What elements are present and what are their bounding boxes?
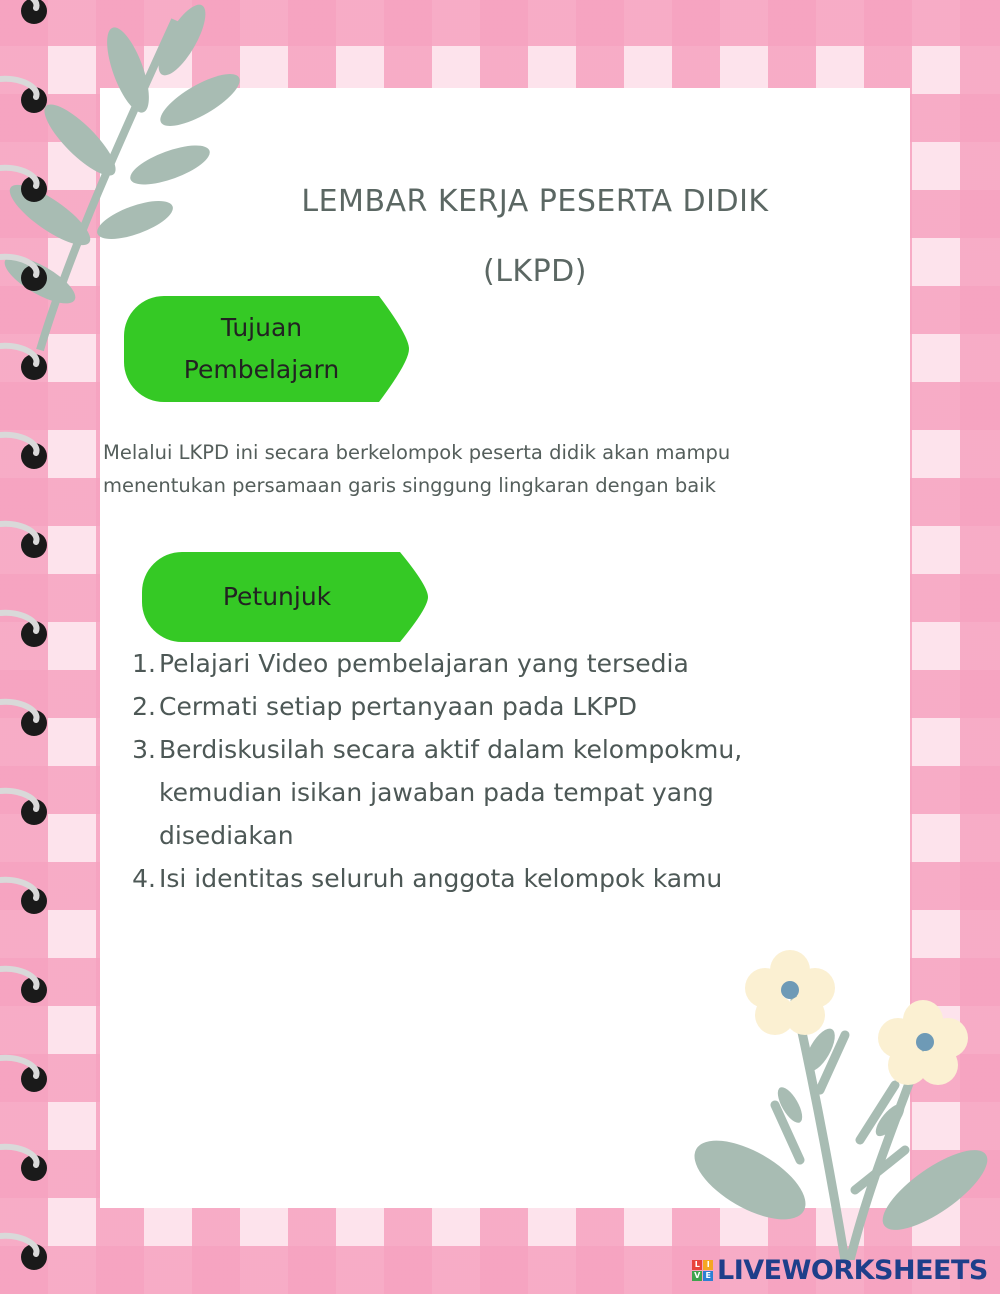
instruction-number: 4. — [132, 864, 156, 893]
instruction-list — [130, 642, 850, 900]
instruction-item — [130, 642, 850, 685]
objective-tag — [124, 296, 369, 402]
instruction-text: Cermati setiap pertanyaan pada LKPD — [159, 692, 638, 721]
liveworksheets-brand[interactable] — [692, 1252, 988, 1288]
instruction-text: Berdiskusilah secara aktif dalam kelompokmu, — [159, 735, 743, 764]
objective-tag-line1: Tujuan — [220, 313, 303, 342]
instruction-text: kemudian isikan jawaban pada tempat yang — [159, 778, 714, 807]
instruction-number: 2. — [132, 692, 156, 721]
instructions-tag — [142, 552, 392, 642]
instruction-number: 3. — [132, 735, 156, 764]
instruction-number: 1. — [132, 649, 156, 678]
instruction-item — [130, 685, 850, 728]
instruction-item — [130, 857, 850, 900]
brand-name: LIVEWORKSHEETS — [717, 1254, 988, 1286]
objective-tag-line2: Pembelajarn — [183, 355, 340, 384]
liveworksheets-logo-icon: L I V E — [692, 1260, 713, 1281]
worksheet-subtitle: (LKPD) — [483, 254, 587, 289]
instruction-text: Pelajari Video pembelajaran yang tersedia — [159, 649, 689, 678]
objective-text — [103, 436, 873, 502]
objective-text-line2: menentukan persamaan garis singgung lingkaran dengan baik — [103, 474, 716, 497]
tag-arrow-shape — [369, 296, 409, 402]
instruction-text: Isi identitas seluruh anggota kelompok kamu — [159, 864, 723, 893]
instruction-text: disediakan — [159, 821, 294, 850]
spiral-binding — [0, 0, 60, 1294]
objective-text-line1: Melalui LKPD ini secara berkelompok peserta didik akan mampu — [103, 441, 731, 464]
flower-decoration — [680, 940, 990, 1260]
instructions-tag-label: Petunjuk — [222, 582, 332, 611]
worksheet-title: LEMBAR KERJA PESERTA DIDIK — [301, 184, 769, 219]
instruction-item — [130, 728, 850, 857]
tag-arrow-shape — [392, 552, 428, 642]
